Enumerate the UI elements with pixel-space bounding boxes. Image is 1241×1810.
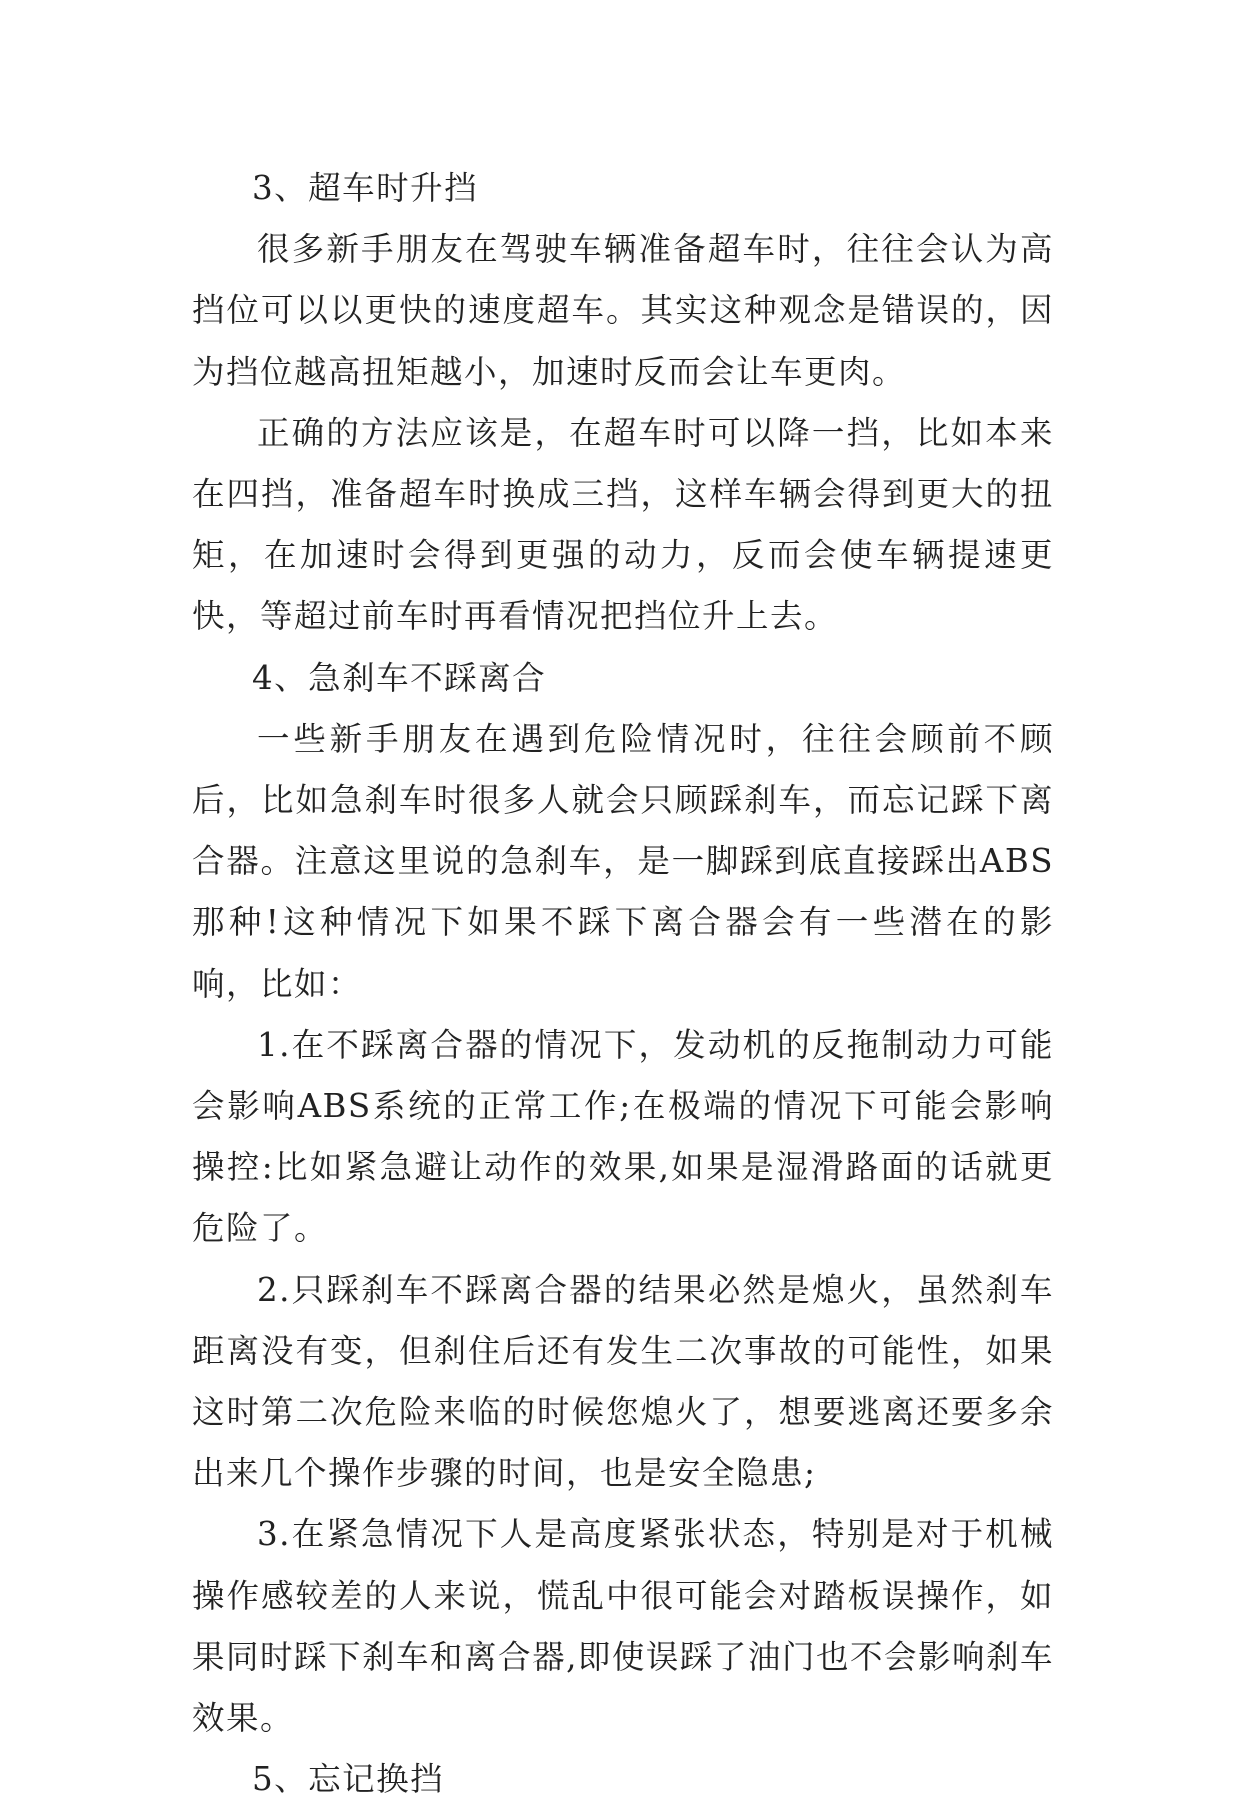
- list-item-paragraph: 3.在紧急情况下人是高度紧张状态，特别是对于机械操作感较差的人来说，慌乱中很可能会对踏板误操作，如果同时踩下刹车和离合器,即使误踩了油门也不会影响刹车效果。: [192, 1515, 1054, 1738]
- list-item-paragraph: 2.只踩刹车不踩离合器的结果必然是熄火，虽然刹车距离没有变，但刹住后还有发生二次事故的可能性，如果这时第二次危险来临的时候您熄火了，想要逃离还要多余出来几个操作步骤的时间，也是安全隐患;: [192, 1270, 1054, 1493]
- document-body: [192, 158, 1054, 1810]
- list-item-paragraph: 1.在不踩离合器的情况下，发动机的反拖制动力可能会影响ABS系统的正常工作;在极端的情况下可能会影响操控:比如紧急避让动作的效果,如果是湿滑路面的话就更危险了。: [192, 1025, 1054, 1248]
- section-heading: 4、急刹车不踩离合: [252, 658, 547, 697]
- section-heading: 3、超车时升挡: [252, 169, 479, 207]
- body-paragraph: 正确的方法应该是，在超车时可以降一挡，比如本来在四挡，准备超车时换成三挡，这样车辆会得到更大的扭矩，在加速时会得到更强的动力，反而会使车辆提速更快，等超过前车时再看情况把挡位升上去。: [192, 413, 1054, 636]
- section-heading: 5、忘记换挡: [252, 1760, 445, 1799]
- body-paragraph: 一些新手朋友在遇到危险情况时，往往会顾前不顾后，比如急刹车时很多人就会只顾踩刹车，而忘记踩下离合器。注意这里说的急刹车，是一脚踩到底直接踩出ABS那种!这种情况下如果不踩下离合器会有一些潜在的影响，比如：: [192, 719, 1054, 1003]
- body-paragraph: 很多新手朋友在驾驶车辆准备超车时，往往会认为高挡位可以以更快的速度超车。其实这种观念是错误的，因为挡位越高扭矩越小，加速时反而会让车更肉。: [192, 230, 1054, 391]
